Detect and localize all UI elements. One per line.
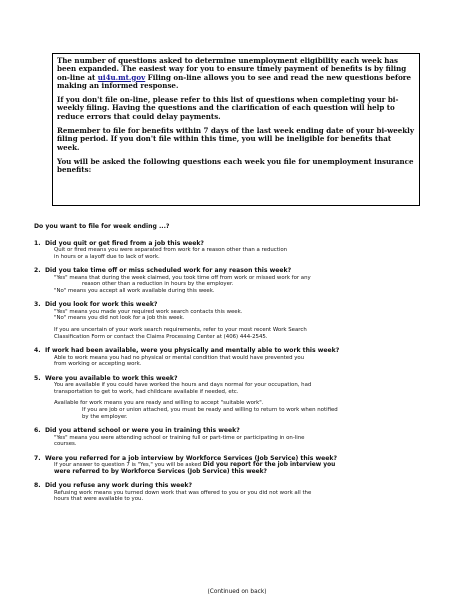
question-text-line: by the employer. [82, 413, 128, 420]
question-number: 6. [34, 427, 41, 435]
question-title: Did you attend school or were you in training this week? [45, 427, 240, 435]
section-heading: Do you want to file for week ending ...? [34, 223, 170, 230]
question-text-line: "Yes" means you were attending school or training full or part-time or participating in on-line [54, 434, 305, 441]
question-text-line: from working or accepting work. [54, 361, 142, 368]
question-text-line: If you are uncertain of your work search requirements, refer to your most recent Work Search [54, 326, 307, 333]
questions-section [34, 224, 444, 510]
question-5 [34, 375, 444, 420]
question-title: Did you quit or get fired from a job this week? [45, 239, 204, 247]
question-number: 7. [34, 454, 41, 462]
question-title: Did you refuse any work during this week? [45, 482, 192, 490]
intro-notice-box [52, 53, 420, 206]
question-title: Did you take time off or miss scheduled work for any reason this week? [45, 267, 292, 275]
question-text-line: Able to work means you had no physical or mental condition that would have prevented you [54, 354, 305, 361]
question-text-line: hours that were available to you. [54, 496, 144, 503]
question-3 [34, 301, 444, 340]
question-title: Were you available to work this week? [45, 374, 178, 382]
question-text-line: "Yes" means that during the week claimed, you took time off from work or missed work for any [54, 274, 311, 281]
question-1 [34, 240, 444, 261]
question-text-line: reason other than a reduction in hours by the employer. [82, 281, 234, 288]
question-text-line: in hours or a layoff due to lack of work. [54, 253, 160, 260]
intro-paragraph-4: You will be asked the following questions each week you file for unemployment insurance benefits: [57, 156, 414, 175]
continued-footer: (Continued on back) [207, 589, 267, 595]
follow-up-question: Did you report for the job interview you [202, 462, 336, 469]
question-6 [34, 427, 444, 448]
intro-paragraph-3: Remember to file for benefits within 7 days of the last week ending date of your bi-weekly filing period. If you don't file within this time, you will be ineligible for benefits that week. [57, 126, 414, 152]
question-2 [34, 267, 444, 294]
intro-paragraph-2: If you don't file on-line, please refer to this list of questions when completing your bi-weekly filing. Having the questions and the clarification of each question will help to reduce errors that could delay payments. [57, 95, 399, 121]
question-text-line: transportation to get to work, had childcare available if needed, etc. [54, 388, 239, 395]
question-text-line: "No" means you did not look for a job this week. [54, 315, 185, 322]
question-text-line: Refusing work means you turned down work that was offered to you or you did not work all the [54, 489, 312, 496]
question-7 [34, 455, 444, 476]
question-text-line: If you are job or union attached, you must be ready and willing to return to work when notified [82, 406, 338, 413]
question-number: 8. [34, 482, 41, 490]
question-text-line: Quit or fired means you were separated from work for a reason other than a reduction [54, 247, 288, 253]
question-title: Did you look for work this week? [45, 301, 158, 309]
question-8 [34, 482, 444, 503]
question-text-line: You are available if you could have worked the hours and days normal for your occupation, had [54, 382, 312, 389]
question-text-line: Available for work means you are ready and willing to accept "suitable work". [54, 400, 264, 407]
question-text-line: Classification Form or contact the Claims Processing Center at (406) 444-2545. [54, 333, 268, 340]
question-text-line: If your answer to question 7 is "Yes," you will be asked Did you report for the job interview you [54, 462, 336, 469]
question-number: 3. [34, 301, 41, 309]
question-text-line: "Yes" means you made your required work search contacts this week. [54, 308, 243, 315]
question-number: 1. [34, 239, 41, 247]
question-text-line: "No" means you accept all work available during this week. [54, 287, 215, 294]
question-number: 5. [34, 374, 41, 382]
question-number: 2. [34, 267, 41, 275]
question-title: If work had been available, were you physically and mentally able to work this week? [45, 347, 340, 355]
question-title: Were you referred for a job interview by Workforce Services (Job Service) this week? [45, 454, 337, 462]
follow-up-question-continued: were referred to by Workforce Services (Job Service) this week? [54, 468, 267, 475]
website-link[interactable]: ui4u.mt.gov [97, 72, 146, 82]
question-text-line: courses. [54, 441, 77, 448]
intro-paragraph-1: The number of questions asked to determine unemployment eligibility each week has been expanded. The easiest way for you to ensure timely payment of benefits is by filing on-line at ui4u.mt.gov Filing on-line allows you to see and read the new questions before making an informed response. [57, 56, 412, 90]
question-4 [34, 347, 444, 368]
question-number: 4. [34, 347, 41, 355]
